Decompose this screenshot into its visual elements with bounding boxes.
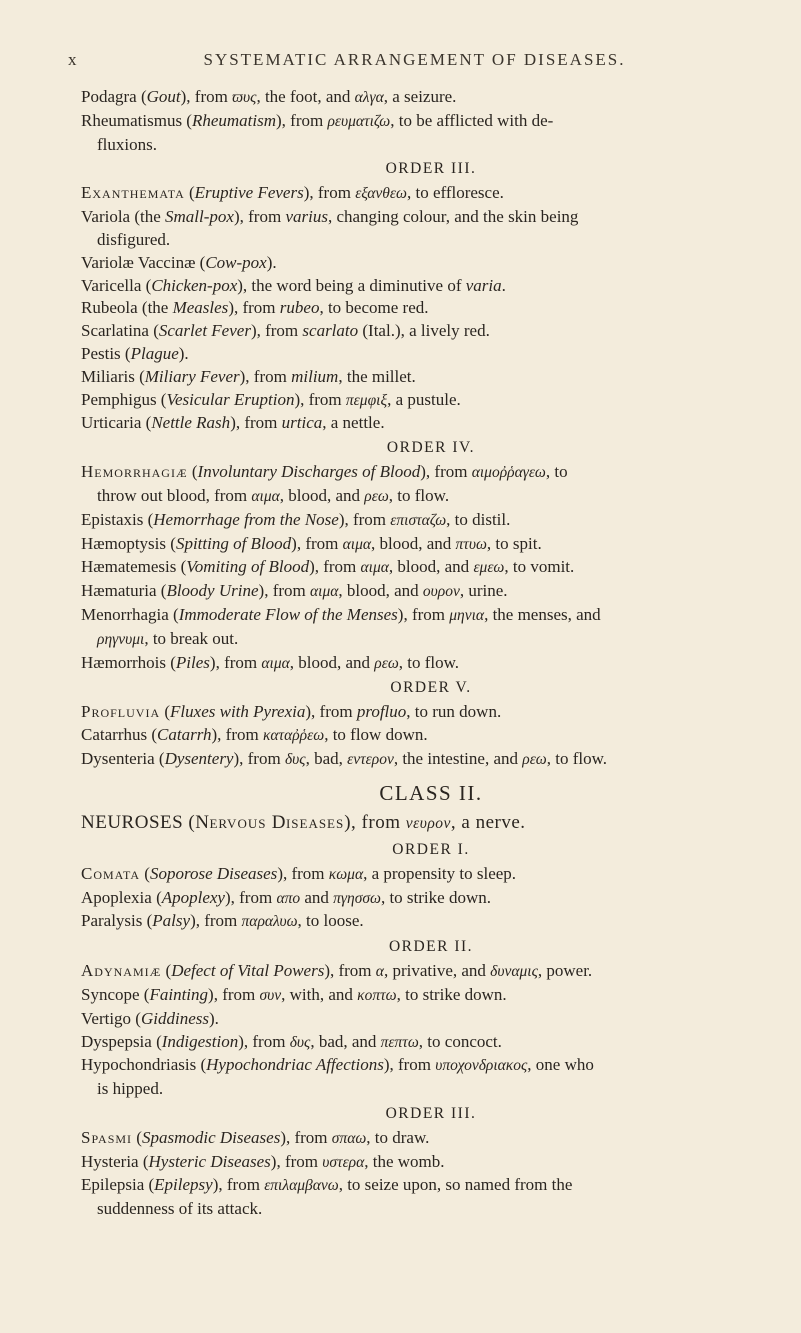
small-caps-term: iseases xyxy=(285,811,345,833)
text-run: ), from xyxy=(270,1151,323,1171)
order-heading: ORDER III. xyxy=(385,160,477,178)
text-run: ), from xyxy=(208,984,260,1004)
text-run: disfigured. xyxy=(97,229,171,249)
text-run: , to concoct. xyxy=(418,1031,502,1051)
text-run: , to draw. xyxy=(366,1127,430,1147)
italic-term: varius xyxy=(285,207,328,227)
text-run: ( xyxy=(184,183,195,203)
entry-paralysis xyxy=(81,910,781,934)
greek-etymon: εξανθεω xyxy=(355,185,407,203)
text-run: , the millet. xyxy=(338,366,416,386)
text-run: ), from xyxy=(294,389,346,409)
text-run: ), from xyxy=(209,652,262,672)
text-run: ), from xyxy=(303,183,356,203)
italic-term: urtica xyxy=(281,413,323,433)
greek-etymon: πεπτω xyxy=(380,1033,419,1051)
entry-haemorrhois xyxy=(81,652,781,676)
text-run: ), from xyxy=(239,366,292,386)
greek-etymon: επισταζω xyxy=(390,511,447,529)
entry-dyspepsia xyxy=(81,1031,781,1055)
italic-term: Hypochondriac Affections xyxy=(206,1055,384,1075)
text-run: ), from xyxy=(180,87,233,106)
class-heading: CLASS II. xyxy=(379,780,483,805)
italic-term: Vomiting of Blood xyxy=(186,557,310,577)
greek-etymon: αιμα xyxy=(342,535,371,553)
text-run: Rheumatismus ( xyxy=(81,110,192,130)
small-caps-term: Hemorrhagiæ xyxy=(81,462,188,482)
text-run: , to break out. xyxy=(144,628,239,648)
italic-term: Giddiness xyxy=(140,1008,209,1028)
greek-etymon: α xyxy=(375,963,384,981)
text-run: , urine. xyxy=(459,581,508,601)
text-run: Varicella ( xyxy=(81,275,152,295)
text-run: ), from xyxy=(212,1175,265,1195)
text-run: , to flow. xyxy=(388,485,450,505)
text-run: ), from xyxy=(277,863,329,883)
entry-hypochondriasis-cont xyxy=(81,1078,781,1101)
text-run: , the foot, and xyxy=(256,87,355,106)
text-run: ), from xyxy=(211,725,263,745)
text-run: ), from xyxy=(190,911,242,931)
text-run: , bad, xyxy=(305,748,348,768)
entry-variolae-vaccinae xyxy=(81,252,781,275)
greek-etymon: παραλυω xyxy=(241,913,298,931)
entry-hemorrhagiae-cont xyxy=(81,485,781,509)
small-caps-term: Comata xyxy=(81,863,141,883)
text-run: , to vomit. xyxy=(504,557,575,577)
entry-variola xyxy=(81,206,781,229)
text-run: ), from xyxy=(238,1031,290,1051)
text-run: Hysteria ( xyxy=(81,1151,149,1171)
text-run: , to strike down. xyxy=(396,984,507,1004)
text-run: Rubeola (the xyxy=(81,298,173,318)
greek-etymon: κωμα xyxy=(328,865,364,883)
text-run: and xyxy=(300,887,334,907)
italic-term: Fainting xyxy=(149,984,209,1004)
text-run: . xyxy=(501,275,506,295)
text-run: ( xyxy=(161,961,172,981)
italic-term: Measles xyxy=(172,298,229,318)
text-run: Catarrhus ( xyxy=(81,725,158,745)
text-run: , to seize upon, so named from the xyxy=(338,1175,573,1195)
entry-rubeola xyxy=(81,297,781,320)
text-run: ), from xyxy=(280,1127,332,1147)
entry-neuroses xyxy=(81,810,781,837)
entry-rheumatismus-cont xyxy=(81,134,781,157)
small-caps-term: ervous xyxy=(209,811,267,833)
text-run: ), from xyxy=(344,811,406,833)
page-number: x xyxy=(68,50,79,69)
entry-apoplexia xyxy=(81,887,781,911)
text-run: Vertigo ( xyxy=(81,1008,141,1028)
small-caps-term: Spasmi xyxy=(81,1127,133,1147)
greek-etymon: ρευματιζω xyxy=(327,112,391,130)
entry-profluvia xyxy=(81,701,781,724)
entry-epistaxis xyxy=(81,509,781,533)
greek-etymon: ϖυς xyxy=(232,89,257,106)
text-run: , changing colour, and the skin being xyxy=(327,207,579,227)
italic-term: Palsy xyxy=(152,911,191,931)
italic-term: rubeo xyxy=(279,298,320,318)
text-run: , one who xyxy=(527,1055,594,1075)
text-run: ), from xyxy=(228,298,280,318)
italic-term: Small-pox xyxy=(165,207,234,227)
greek-etymon: ρεω xyxy=(364,487,389,505)
text-run: , the menses, and xyxy=(484,604,601,624)
greek-etymon: πεμφιξ xyxy=(345,391,388,409)
italic-term: Defect of Vital Powers xyxy=(171,961,325,981)
text-run: Dysenteria ( xyxy=(81,748,165,768)
entry-rheumatismus xyxy=(81,110,781,134)
text-run: Scarlatina ( xyxy=(81,321,159,341)
entry-varicella xyxy=(81,275,781,298)
italic-term: Eruptive Fevers xyxy=(194,183,304,203)
text-run: Dyspepsia ( xyxy=(81,1031,162,1051)
order-heading: ORDER IV. xyxy=(386,439,476,457)
italic-term: Vesicular Eruption xyxy=(166,389,295,409)
text-run: Variola (the xyxy=(81,207,166,227)
entry-menorrhagia xyxy=(81,604,781,628)
greek-etymon: καταῤῥεω xyxy=(262,727,325,745)
greek-etymon: αιμοῤῥαγεω xyxy=(471,464,546,482)
greek-etymon: εντερον xyxy=(347,750,394,768)
greek-etymon: αιμα xyxy=(310,583,339,601)
text-body xyxy=(81,86,781,1221)
text-run: D xyxy=(266,811,286,833)
text-run: , with, and xyxy=(281,984,358,1004)
italic-term: Spitting of Blood xyxy=(175,533,292,553)
entry-variola-cont xyxy=(81,229,781,252)
text-run: ), from xyxy=(230,413,282,433)
text-run: Variolæ Vaccinæ ( xyxy=(81,252,206,272)
text-run: ), from xyxy=(233,207,286,227)
italic-term: Catarrh xyxy=(157,725,212,745)
text-run: ), the word being a diminutive of xyxy=(237,275,466,295)
italic-term: Gout xyxy=(146,87,181,106)
text-run: ), from xyxy=(383,1055,436,1075)
text-run: , the intestine, and xyxy=(393,748,523,768)
text-run: , blood, and xyxy=(388,557,474,577)
text-run: , the womb. xyxy=(364,1151,445,1171)
entry-epilepsia xyxy=(81,1174,781,1198)
italic-term: Piles xyxy=(175,652,210,672)
greek-etymon: αιμα xyxy=(261,654,290,672)
order-heading: ORDER III. xyxy=(385,1104,477,1122)
text-run: , to flow down. xyxy=(324,725,428,745)
entry-haematuria xyxy=(81,580,781,604)
text-run: Hypochondriasis ( xyxy=(81,1055,207,1075)
text-run: Pemphigus ( xyxy=(81,389,167,409)
italic-term: Immoderate Flow of the Menses xyxy=(178,604,398,624)
greek-etymon: δυς xyxy=(284,750,306,768)
text-run: Urticaria ( xyxy=(81,413,152,433)
text-run: ( xyxy=(132,1127,142,1147)
text-run: NEUROSES (N xyxy=(81,811,210,833)
italic-term: Bloody Urine xyxy=(166,581,259,601)
text-run: ). xyxy=(178,343,189,363)
italic-term: Epilepsy xyxy=(154,1175,213,1195)
greek-etymon: ουρον xyxy=(422,583,460,601)
greek-etymon: ρεω xyxy=(522,750,547,768)
greek-etymon: πτυω xyxy=(455,535,487,553)
text-run: Podagra ( xyxy=(81,87,147,106)
entry-menorrhagia-cont xyxy=(81,628,781,652)
text-run: throw out blood, from xyxy=(97,485,252,505)
entry-hypochondriasis xyxy=(81,1054,781,1078)
greek-etymon: απο xyxy=(276,889,301,907)
text-run: , a propensity to sleep. xyxy=(363,863,517,883)
text-run: ), from xyxy=(305,702,357,722)
text-run: Epilepsia ( xyxy=(81,1175,155,1195)
italic-term: Soporose Diseases xyxy=(149,863,278,883)
italic-term: Indigestion xyxy=(161,1031,239,1051)
entry-hysteria xyxy=(81,1151,781,1175)
greek-etymon: ρηγνυμι xyxy=(97,630,145,648)
text-run: is hipped. xyxy=(97,1079,164,1099)
text-run: ), from xyxy=(276,110,328,130)
text-run: , to be afflicted with de- xyxy=(390,110,554,130)
small-caps-term: Exanthemata xyxy=(81,183,185,203)
text-run: , blood, and xyxy=(338,581,423,601)
text-run: , a pustule. xyxy=(387,389,461,409)
entry-exanthemata xyxy=(81,182,781,206)
text-run: , to effloresce. xyxy=(406,183,504,203)
text-run: Hæmoptysis ( xyxy=(81,533,176,553)
greek-etymon: κοπτω xyxy=(357,986,397,1004)
greek-etymon: νευρον xyxy=(405,814,451,832)
small-caps-term: Adynamiæ xyxy=(81,961,162,981)
greek-etymon: συν xyxy=(259,986,282,1004)
greek-etymon: υποχονδριακος xyxy=(435,1057,528,1075)
text-run: , to flow. xyxy=(546,748,608,768)
entry-adynamiae xyxy=(81,960,781,984)
italic-term: Fluxes with Pyrexia xyxy=(170,702,306,722)
greek-etymon: αιμα xyxy=(251,487,280,505)
italic-term: Scarlet Fever xyxy=(158,321,251,341)
text-run: , to spit. xyxy=(486,533,542,553)
text-run: , blood, and xyxy=(371,533,456,553)
text-run: ), from xyxy=(250,321,303,341)
text-run: ), from xyxy=(420,462,472,482)
text-run: , bad, and xyxy=(310,1031,381,1051)
text-run: Pestis ( xyxy=(81,343,131,363)
text-run: , to run down. xyxy=(406,702,502,722)
entry-podagra xyxy=(81,86,781,110)
italic-term: Apoplexy xyxy=(161,887,225,907)
text-run: ), from xyxy=(397,604,450,624)
greek-etymon: σπαω xyxy=(331,1129,367,1147)
entry-dysenteria xyxy=(81,748,781,772)
small-caps-term: Profluvia xyxy=(81,702,161,722)
text-run: ( xyxy=(160,702,171,722)
text-run: ), from xyxy=(324,961,376,981)
text-run: ), from xyxy=(338,509,391,529)
text-run: ), from xyxy=(258,581,310,601)
text-run: , a seizure. xyxy=(383,87,457,106)
text-run: , power. xyxy=(537,961,593,981)
text-run: , privative, and xyxy=(383,961,491,981)
text-run: fluxions. xyxy=(97,134,157,154)
text-run: , a nerve. xyxy=(450,811,526,833)
greek-etymon: αιμα xyxy=(360,559,389,577)
greek-etymon: υστερα xyxy=(322,1153,365,1171)
entry-urticaria xyxy=(81,412,781,435)
entry-syncope xyxy=(81,984,781,1008)
text-run: Menorrhagia ( xyxy=(81,604,179,624)
greek-etymon: επιλαμβανω xyxy=(264,1177,339,1195)
entry-epilepsia-cont xyxy=(81,1198,781,1221)
text-run: ). xyxy=(208,1008,219,1028)
italic-term: Rheumatism xyxy=(191,110,277,130)
running-head xyxy=(68,50,761,70)
text-run: Paralysis ( xyxy=(81,911,153,931)
text-run: , to loose. xyxy=(297,911,364,931)
italic-term: milium xyxy=(291,366,339,386)
entry-comata xyxy=(81,863,781,887)
italic-term: varia xyxy=(465,275,502,295)
text-run: , to distil. xyxy=(446,509,511,529)
text-run: ), from xyxy=(233,748,285,768)
entry-hemorrhagiae xyxy=(81,461,781,485)
text-run: , blood, and xyxy=(289,652,375,672)
text-run: ), from xyxy=(224,887,277,907)
italic-term: profluo xyxy=(356,702,407,722)
entry-pestis xyxy=(81,343,781,366)
entry-haemoptysis xyxy=(81,533,781,557)
italic-term: scarlato xyxy=(302,321,359,341)
entry-pemphigus xyxy=(81,389,781,413)
text-run: , to flow. xyxy=(398,652,460,672)
text-run: suddenness of its attack. xyxy=(97,1199,263,1219)
text-run: ), from xyxy=(309,557,361,577)
text-run: Epistaxis ( xyxy=(81,509,154,529)
italic-term: Miliary Fever xyxy=(144,366,240,386)
text-run: ( xyxy=(187,462,198,482)
entry-miliaris xyxy=(81,366,781,389)
entry-spasmi xyxy=(81,1127,781,1151)
entry-haematemesis xyxy=(81,556,781,580)
order-heading: ORDER I. xyxy=(392,840,470,858)
greek-etymon: ρεω xyxy=(374,654,399,672)
text-run: Hæmaturia ( xyxy=(81,581,167,601)
italic-term: Plague xyxy=(130,343,179,363)
text-run: ( xyxy=(140,863,150,883)
italic-term: Hysteric Diseases xyxy=(148,1151,271,1171)
italic-term: Involuntary Discharges of Blood xyxy=(197,462,421,482)
text-run: Syncope ( xyxy=(81,984,150,1004)
greek-etymon: πγησσω xyxy=(333,889,381,907)
italic-term: Dysentery xyxy=(164,748,234,768)
text-run: , to strike down. xyxy=(380,887,491,907)
greek-etymon: αλγα xyxy=(354,89,384,106)
text-run: Apoplexia ( xyxy=(81,887,162,907)
greek-etymon: μηνια xyxy=(449,606,485,624)
italic-term: Spasmodic Diseases xyxy=(141,1127,281,1147)
text-run: (Ital.), a lively red. xyxy=(358,321,490,341)
italic-term: Hemorrhage from the Nose xyxy=(153,509,339,529)
order-heading: ORDER V. xyxy=(390,679,472,697)
text-run: Hæmorrhois ( xyxy=(81,652,176,672)
text-run: , to become red. xyxy=(319,298,429,318)
entry-catarrhus xyxy=(81,724,781,748)
italic-term: Chicken-pox xyxy=(151,275,238,295)
text-run: Miliaris ( xyxy=(81,366,145,386)
entry-scarlatina xyxy=(81,320,781,343)
running-title: SYSTEMATIC ARRANGEMENT OF DISEASES. xyxy=(203,50,626,69)
text-run: , to xyxy=(545,462,568,482)
greek-etymon: εμεω xyxy=(473,559,505,577)
text-run: ), from xyxy=(291,533,343,553)
entry-vertigo xyxy=(81,1008,781,1031)
greek-etymon: δυναμις xyxy=(490,963,538,981)
greek-etymon: δυς xyxy=(289,1033,311,1051)
text-run: , a nettle. xyxy=(322,413,385,433)
italic-term: Nettle Rash xyxy=(151,413,231,433)
text-run: , blood, and xyxy=(279,485,365,505)
order-heading: ORDER II. xyxy=(388,938,474,956)
text-run: ). xyxy=(266,252,277,272)
italic-term: Cow-pox xyxy=(205,252,267,272)
text-run: Hæmatemesis ( xyxy=(81,557,187,577)
